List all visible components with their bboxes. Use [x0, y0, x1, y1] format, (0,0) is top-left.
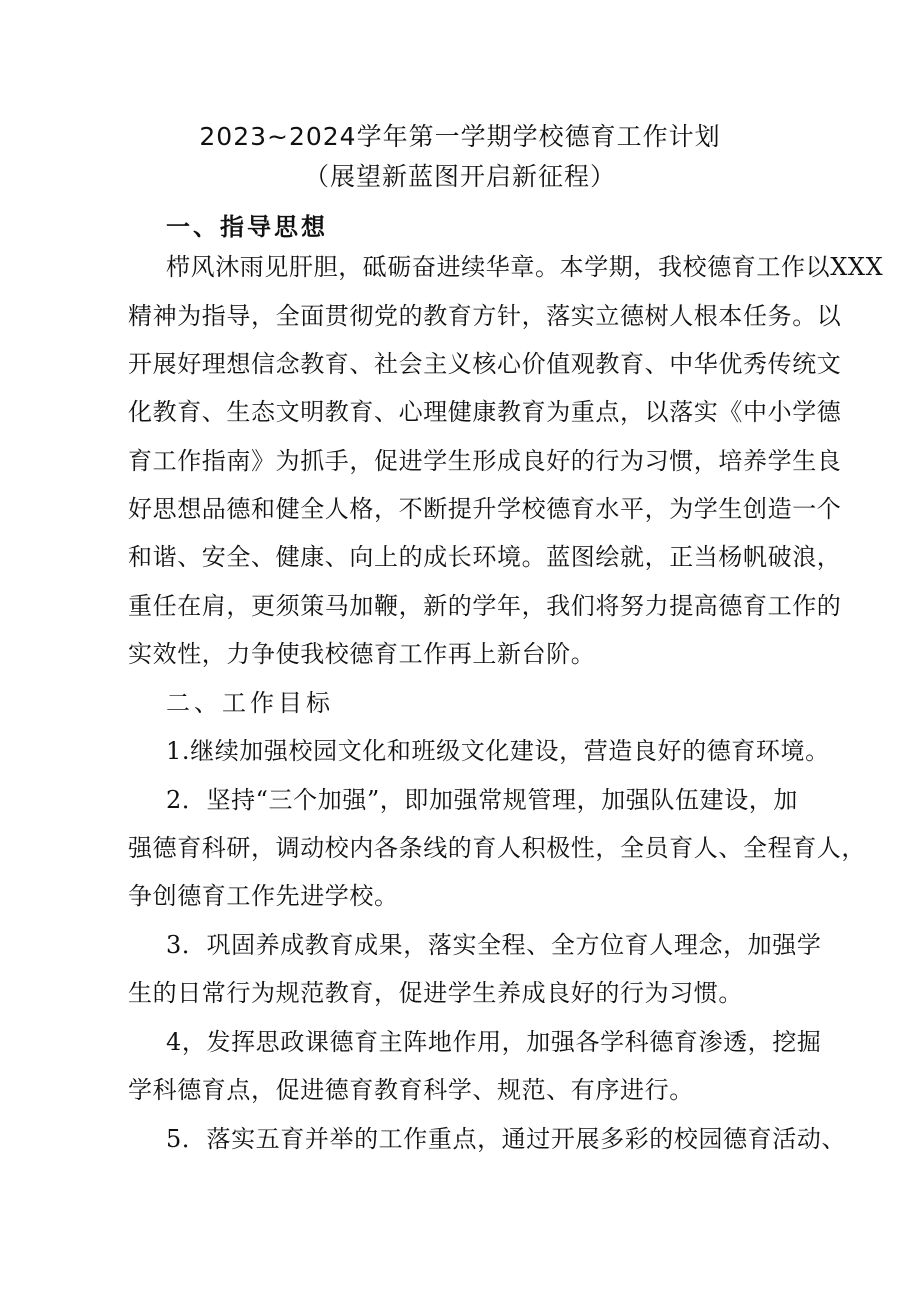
paragraph-line: 栉风沐雨见肝胆，砥砺奋进续华章。本学期，我校德育工作以XXX	[166, 253, 884, 281]
section-heading-guiding-ideology: 一、指导思想	[166, 213, 328, 241]
paragraph-line: 生的日常行为规范教育，促进学生养成良好的行为习惯。	[128, 979, 743, 1007]
paragraph-line: 和谐、安全、健康、向上的成长环境。蓝图绘就，正当杨帆破浪，	[128, 543, 842, 571]
paragraph-line: 育工作指南》为抓手，促进学生形成良好的行为习惯，培养学生良	[128, 447, 842, 475]
paragraph-line: 争创德育工作先进学校。	[128, 882, 399, 910]
list-item-1: 1.继续加强校园文化和班级文化建设，营造良好的德育环境。	[166, 737, 830, 765]
list-item-3: 3．巩固养成教育成果，落实全程、全方位育人理念，加强学	[166, 931, 822, 959]
paragraph-line: 重任在肩，更须策马加鞭，新的学年，我们将努力提高德育工作的	[128, 592, 842, 620]
list-item-4: 4，发挥思政课德育主阵地作用，加强各学科德育渗透，挖掘	[166, 1028, 822, 1056]
list-item-5: 5．落实五育并举的工作重点，通过开展多彩的校园德育活动、	[166, 1125, 847, 1153]
document-title: 2023~2024学年第一学期学校德育工作计划	[199, 122, 721, 151]
paragraph-line: 好思想品德和健全人格，不断提升学校德育水平，为学生创造一个	[128, 495, 842, 523]
document-subtitle: （展望新蓝图开启新征程）	[303, 162, 616, 191]
paragraph-line: 开展好理想信念教育、社会主义核心价值观教育、中华优秀传统文	[128, 350, 842, 378]
list-item-2: 2．坚持“三个加强”，即加强常规管理，加强队伍建设，加	[166, 786, 799, 814]
paragraph-line: 学科德育点，促进德育教育科学、规范、有序进行。	[128, 1076, 694, 1104]
paragraph-line: 化教育、生态文明教育、心理健康教育为重点，以落实《中小学德	[128, 398, 842, 426]
paragraph-line: 实效性，力争使我校德育工作再上新台阶。	[128, 640, 596, 668]
section-heading-work-goals: 二、工作目标	[166, 689, 334, 717]
paragraph-line: 精神为指导，全面贯彻党的教育方针，落实立德树人根本任务。以	[128, 302, 842, 330]
paragraph-line: 强德育科研，调动校内各条线的育人积极性，全员育人、全程育人，	[128, 834, 866, 862]
